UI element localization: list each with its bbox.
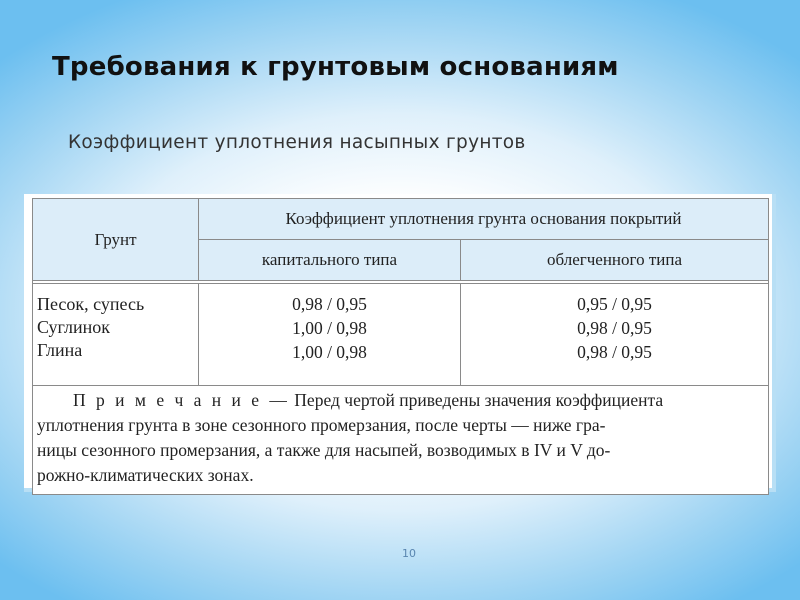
table-note <box>33 386 769 495</box>
note-prefix: П р и м е ч а н и е — <box>73 390 290 410</box>
note-line <box>37 388 764 413</box>
light-value: 0,95 / 0,95 <box>577 294 652 314</box>
header-coefficient: Коэффициент уплотнения грунта основания покрытий <box>199 199 769 240</box>
light-value: 0,98 / 0,95 <box>577 318 652 338</box>
note-line: рожно-климатических зонах. <box>37 465 254 485</box>
slide-subtitle: Коэффициент уплотнения насыпных грунтов <box>68 132 526 153</box>
soil-name: Суглинок <box>37 317 111 337</box>
header-light-type: облегченного типа <box>461 240 769 281</box>
table-row <box>33 284 769 386</box>
page-number: 10 <box>402 547 416 560</box>
capital-value: 1,00 / 0,98 <box>292 318 367 338</box>
compaction-table <box>32 198 769 495</box>
soil-name: Глина <box>37 340 83 360</box>
light-value: 0,98 / 0,95 <box>577 342 652 362</box>
capital-value: 0,98 / 0,95 <box>292 294 367 314</box>
slide-title: Требования к грунтовым основаниям <box>52 52 619 82</box>
capital-values <box>199 284 461 386</box>
capital-value: 1,00 / 0,98 <box>292 342 367 362</box>
soil-name: Песок, супесь <box>37 294 145 314</box>
note-line: ницы сезонного промерзания, а также для насыпей, возводимых в IV и V до- <box>37 440 611 460</box>
header-soil: Грунт <box>33 199 199 281</box>
light-values <box>461 284 769 386</box>
note-line: уплотнения грунта в зоне сезонного промерзания, после черты — ниже гра- <box>37 415 606 435</box>
header-capital-type: капитального типа <box>199 240 461 281</box>
note-text: Перед чертой приведены значения коэффициента <box>289 390 664 410</box>
table-frame <box>24 194 776 492</box>
soil-list <box>33 284 199 386</box>
